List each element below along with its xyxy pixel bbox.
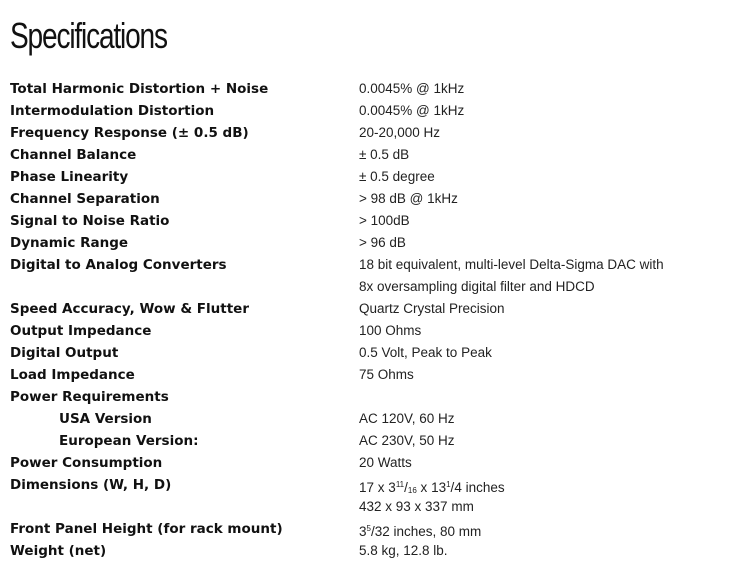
spec-label: Channel Separation (10, 191, 160, 207)
spec-row (10, 100, 720, 122)
spec-value-line: 17 x $3^{11}/16$ x $13^1/4$ inches (359, 480, 505, 495)
spec-value (359, 342, 720, 364)
spec-row (10, 144, 720, 166)
height-whole: 3 (359, 524, 367, 539)
height-den: 32 (374, 524, 390, 539)
spec-value (359, 518, 720, 540)
spec-row (10, 320, 720, 342)
dim-unit: inches (461, 480, 505, 495)
spec-value (359, 254, 720, 298)
spec-value-line: $3^5/32$ inches, 80 mm (359, 524, 482, 539)
dim-height-den: 16 (407, 486, 417, 495)
spec-row (10, 540, 720, 562)
spec-value (359, 78, 720, 100)
spec-label: Weight (net) (10, 543, 107, 559)
page-title: Specifications (10, 15, 167, 56)
spec-value (359, 232, 720, 254)
spec-label: USA Version (59, 411, 152, 427)
dim-sep: x (374, 480, 389, 495)
spec-value (359, 166, 720, 188)
spec-value-line: 75 Ohms (359, 367, 414, 382)
dim-depth-whole: 13 (431, 480, 447, 495)
spec-row (10, 78, 720, 100)
spec-value-line: ± 0.5 degree (359, 169, 435, 184)
spec-value (359, 298, 720, 320)
spec-label: Channel Balance (10, 147, 137, 163)
spec-value-line: 5.8 kg, 12.8 lb. (359, 543, 448, 558)
spec-label: Frequency Response (± 0.5 dB) (10, 125, 249, 141)
spec-row (10, 232, 720, 254)
spec-value (359, 408, 720, 430)
spec-value-line: > 98 dB @ 1kHz (359, 191, 458, 206)
spec-value (359, 452, 720, 474)
spec-row (10, 518, 720, 540)
spec-value (359, 188, 720, 210)
spec-value (359, 540, 720, 562)
spec-row (10, 122, 720, 144)
spec-value (359, 320, 720, 342)
height-num: 5 (366, 524, 371, 533)
dim-height-whole: 3 (388, 480, 396, 495)
spec-label: Intermodulation Distortion (10, 103, 215, 119)
spec-value-line: > 96 dB (359, 235, 406, 250)
spec-label: Digital to Analog Converters (10, 257, 227, 273)
spec-value (359, 144, 720, 166)
spec-row (10, 364, 720, 386)
spec-row (10, 452, 720, 474)
spec-value (359, 210, 720, 232)
dim-depth-num: 1 (446, 480, 451, 489)
spec-label: Speed Accuracy, Wow & Flutter (10, 301, 249, 317)
spec-value-line: 8x oversampling digital filter and HDCD (359, 279, 595, 294)
dim-height-num: 11 (395, 480, 405, 489)
spec-value-line: 0.0045% @ 1kHz (359, 81, 465, 96)
spec-value-line: 432 x 93 x 337 mm (359, 499, 474, 514)
spec-value-line: Quartz Crystal Precision (359, 301, 505, 316)
spec-value-line: AC 120V, 60 Hz (359, 411, 455, 426)
spec-value (359, 430, 720, 452)
dim-depth-den: 4 (454, 480, 462, 495)
spec-row (10, 188, 720, 210)
dim-sep: x (416, 480, 432, 495)
spec-row (10, 298, 720, 320)
spec-label: European Version: (59, 433, 199, 449)
spec-label: Load Impedance (10, 367, 135, 383)
spec-value-line: AC 230V, 50 Hz (359, 433, 455, 448)
spec-row (10, 210, 720, 232)
spec-label: Dynamic Range (10, 235, 129, 251)
spec-value-line: > 100dB (359, 213, 410, 228)
spec-value (359, 122, 720, 144)
spec-row (10, 408, 720, 430)
spec-value-line: 20-20,000 Hz (359, 125, 441, 140)
dim-width: 17 (359, 480, 375, 495)
height-unit: inches, 80 mm (389, 524, 482, 539)
spec-value-line: ± 0.5 dB (359, 147, 410, 162)
spec-value (359, 100, 720, 122)
spec-row (10, 342, 720, 364)
spec-value (359, 474, 720, 518)
spec-value-line: 18 bit equivalent, multi-level Delta-Sigma DAC with (359, 257, 664, 272)
spec-label: Power Consumption (10, 455, 163, 471)
spec-value-line: 100 Ohms (359, 323, 422, 338)
spec-value-line: 0.0045% @ 1kHz (359, 103, 465, 118)
spec-value (359, 364, 720, 386)
spec-row (10, 430, 720, 452)
spec-row (10, 386, 720, 408)
spec-value-line: 20 Watts (359, 455, 412, 470)
spec-value-line: 0.5 Volt, Peak to Peak (359, 345, 492, 360)
spec-row (10, 254, 720, 298)
spec-label: Signal to Noise Ratio (10, 213, 170, 229)
spec-label: Total Harmonic Distortion + Noise (10, 81, 269, 97)
spec-row (10, 166, 720, 188)
spec-label: Power Requirements (10, 389, 169, 405)
spec-label: Dimensions (W, H, D) (10, 477, 172, 493)
specifications-table (10, 78, 720, 562)
spec-label: Digital Output (10, 345, 119, 361)
spec-row (10, 474, 720, 518)
spec-label: Output Impedance (10, 323, 152, 339)
spec-label: Phase Linearity (10, 169, 129, 185)
spec-label: Front Panel Height (for rack mount) (10, 521, 283, 537)
